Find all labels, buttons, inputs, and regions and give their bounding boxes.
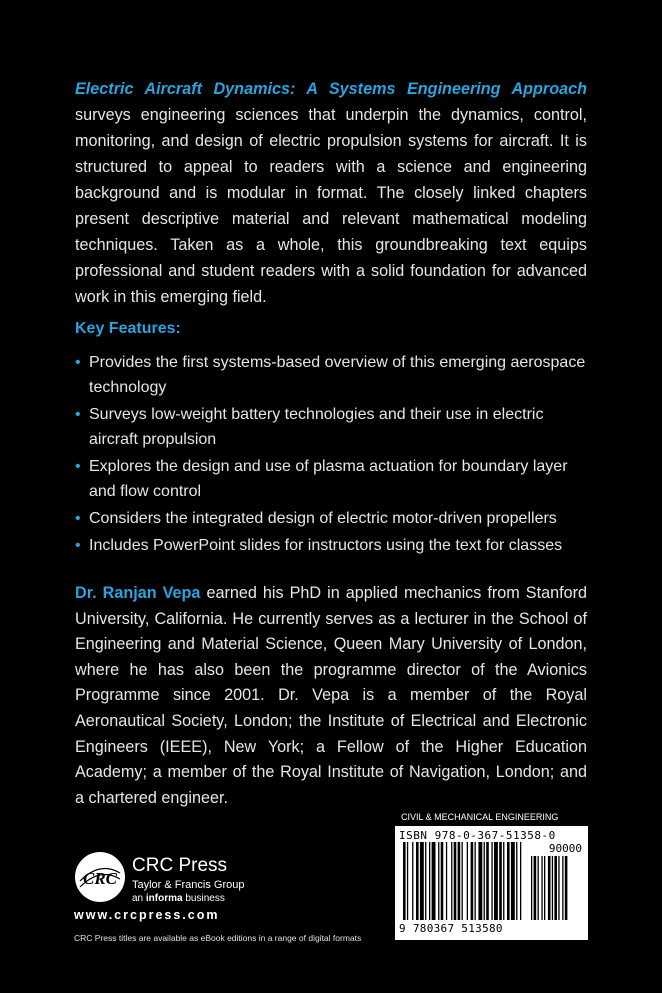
- publisher-business: an informa business: [132, 893, 225, 904]
- feature-item: • Explores the design and use of plasma actuation for boundary layer and flow control: [75, 454, 595, 504]
- feature-item: • Surveys low-weight battery technologies and their use in electric aircraft propulsion: [75, 402, 595, 452]
- bullet-icon: •: [75, 458, 81, 475]
- barcode-digits: 9 780367 513580: [399, 922, 503, 935]
- feature-item: • Provides the first systems-based overview of this emerging aerospace technology: [75, 350, 595, 400]
- ebook-note: CRC Press titles are available as eBook editions in a range of digital formats: [74, 933, 362, 943]
- publisher-name: CRC Press: [132, 855, 228, 876]
- logo-text: CRC: [82, 869, 118, 888]
- author-name: Dr. Ranjan Vepa: [75, 584, 201, 602]
- book-title: Electric Aircraft Dynamics: A Systems Engineering Approach: [75, 80, 587, 98]
- author-bio: [75, 581, 587, 811]
- feature-item: • Considers the integrated design of electric motor-driven propellers: [75, 506, 595, 531]
- barcode-bars: [403, 842, 581, 922]
- publisher-url[interactable]: www.crcpress.com: [74, 908, 220, 922]
- barcode: [395, 826, 588, 940]
- publisher-group: Taylor & Francis Group: [132, 879, 245, 891]
- category-label: CIVIL & MECHANICAL ENGINEERING: [401, 812, 559, 822]
- crc-logo-icon: [74, 851, 126, 903]
- isbn-text: ISBN 978-0-367-51358-0: [399, 829, 556, 842]
- bullet-icon: •: [75, 510, 81, 527]
- bullet-icon: •: [75, 354, 81, 371]
- key-features-list: [75, 350, 595, 560]
- bio-text: earned his PhD in applied mechanics from Stanford University, California. He currently serves as a lecturer in the School of Engineering and Material Science, Queen Mary University of London, where he has also been the programme director of the Avionics Programme since 2001. Dr. Vepa is a member of the Royal Aeronautical Society, London; the Institute of Electrical and Electronic Engineers (IEEE), New York; a Fellow of the Higher Education Academy; a member of the Royal Institute of Navigation, London; and a chartered engineer.: [75, 584, 587, 807]
- description-body: surveys engineering sciences that underpin the dynamics, control, monitoring, and design of electric propulsion systems for aircraft. It is structured to appeal to readers with a science and engineering background and is modular in format. The closely linked chapters present descriptive material and relevant mathematical modeling techniques. Taken as a whole, this groundbreaking text equips professional and student readers with a solid foundation for advanced work in this emerging field.: [75, 106, 587, 306]
- key-features-heading: Key Features:: [75, 320, 181, 337]
- description-paragraph: [75, 76, 587, 310]
- bullet-icon: •: [75, 406, 81, 423]
- price-code: 90000: [548, 842, 582, 855]
- feature-item: • Includes PowerPoint slides for instructors using the text for classes: [75, 533, 595, 558]
- bullet-icon: •: [75, 537, 81, 554]
